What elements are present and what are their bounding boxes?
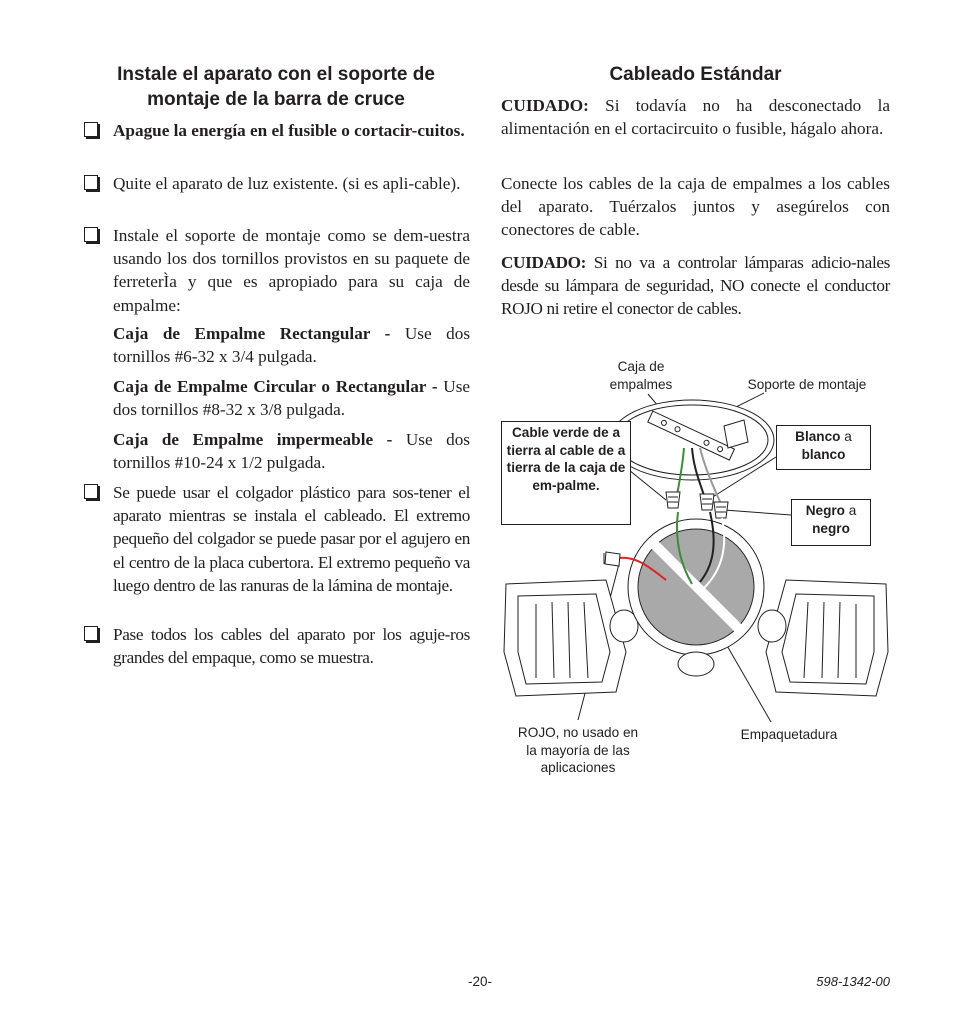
checklist-text: Pase todos los cables del aparato por los aguje-ros grandes del empaque, como se muestra. — [113, 625, 470, 668]
caution-paragraph-1 — [501, 94, 890, 140]
checklist-text: Quite el aparato de luz existente. (si es apli-cable). — [113, 174, 461, 193]
checkbox-icon — [84, 484, 98, 499]
subitem-text: Use dos tornillos #10-24 x 1/2 pulgada. — [113, 430, 470, 473]
checklist-text: Apague la energía en el fusible o cortacir-cuitos. — [113, 121, 465, 140]
label-green-ground: Cable verde de a tierra al cable de a tierra de la caja de em-palme. — [501, 421, 631, 525]
caution-label: CUIDADO: — [501, 253, 587, 272]
checkbox-icon — [84, 227, 98, 242]
checklist-text: Se puede usar el colgador plástico para sos-tener el aparato mientras se instala el cableado. El extremo pequeño del colgador se puede pasar por el agujero en el centro de la placa cubertora. El extremo pequeño va luego dentro de las ranuras de la lámina de montaje. — [113, 483, 470, 595]
lamp-housing-left — [504, 580, 626, 696]
subitem-circular-box — [113, 375, 470, 421]
checkbox-icon — [84, 122, 98, 137]
subitem-text: Use dos tornillos #6-32 x 3/4 pulgada. — [113, 324, 471, 367]
bottom-bolt — [678, 652, 714, 676]
label-line: la mayoría de las — [526, 742, 630, 758]
label-line: empalmes — [609, 376, 673, 392]
caution-text: Si todavía no ha desconectado la alimentación en el cortacircuito o fusible, hágalo ahora. — [501, 96, 890, 139]
label-line: ROJO, no usado en — [517, 725, 639, 740]
checkbox-icon — [84, 175, 98, 190]
wire-nut-white — [700, 494, 714, 510]
connect-paragraph: Conecte los cables de la caja de empalmes a los cables del aparato. Tuérzalos juntos y asegúrelos con conectores de cable. — [501, 174, 890, 240]
wire-nut-green — [666, 492, 680, 508]
label-gasket: Empaquetadura — [740, 727, 838, 742]
label-line: aplicaciones — [540, 760, 616, 775]
label-bold: negro — [812, 520, 850, 536]
label-mounting-bracket: Soporte de montaje — [747, 377, 867, 392]
label-white-to-white — [776, 425, 871, 470]
subitem-label: Caja de Empalme impermeable - — [113, 430, 393, 449]
label-red-unused — [496, 724, 660, 777]
wire-nut-black — [714, 502, 728, 518]
caution-label: CUIDADO: — [501, 96, 589, 115]
red-wire-cap — [604, 552, 620, 566]
label-text: a — [844, 503, 857, 518]
label-bold: blanco — [801, 446, 846, 462]
right-heading: Cableado Estándar — [609, 64, 782, 85]
subitem-label: Caja de Empalme Rectangular - — [113, 324, 391, 343]
document-code: 598-1342-00 — [816, 974, 890, 989]
wiring-diagram — [496, 352, 896, 792]
leader-line — [724, 510, 791, 515]
checkbox-icon — [84, 626, 98, 641]
knuckle-right — [758, 610, 786, 642]
lamp-housing-right — [766, 580, 888, 696]
label-bold: Negro — [805, 503, 845, 518]
caution-text: Si no va a controlar lámparas adicio-nales desde su lámpara de seguridad, NO conecte el conductor ROJO ni retire el conector de cables. — [501, 253, 890, 319]
checklist-text: Instale el soporte de montaje como se dem-uestra usando los dos tornillos provistos en su paquete de ferreterÌa y que es apropiado para su caja de empalme: — [113, 226, 470, 315]
label-junction-box — [601, 358, 681, 393]
page-number: -20- — [467, 974, 492, 989]
subitem-label: Caja de Empalme Circular o Rectangular - — [113, 377, 438, 396]
caution-paragraph-2 — [501, 251, 890, 321]
subitem-text: Use dos tornillos #8-32 x 3/8 pulgada. — [113, 377, 471, 420]
left-heading: Instale el aparato con el soporte de montaje de la barra de cruce — [117, 64, 435, 110]
label-black-to-black — [791, 499, 871, 546]
subitem-waterproof-box — [113, 428, 470, 474]
label-text: a — [840, 429, 852, 444]
label-line: Caja de — [617, 359, 665, 374]
subitem-rectangular-box — [113, 322, 470, 368]
label-bold: Blanco — [795, 429, 841, 444]
